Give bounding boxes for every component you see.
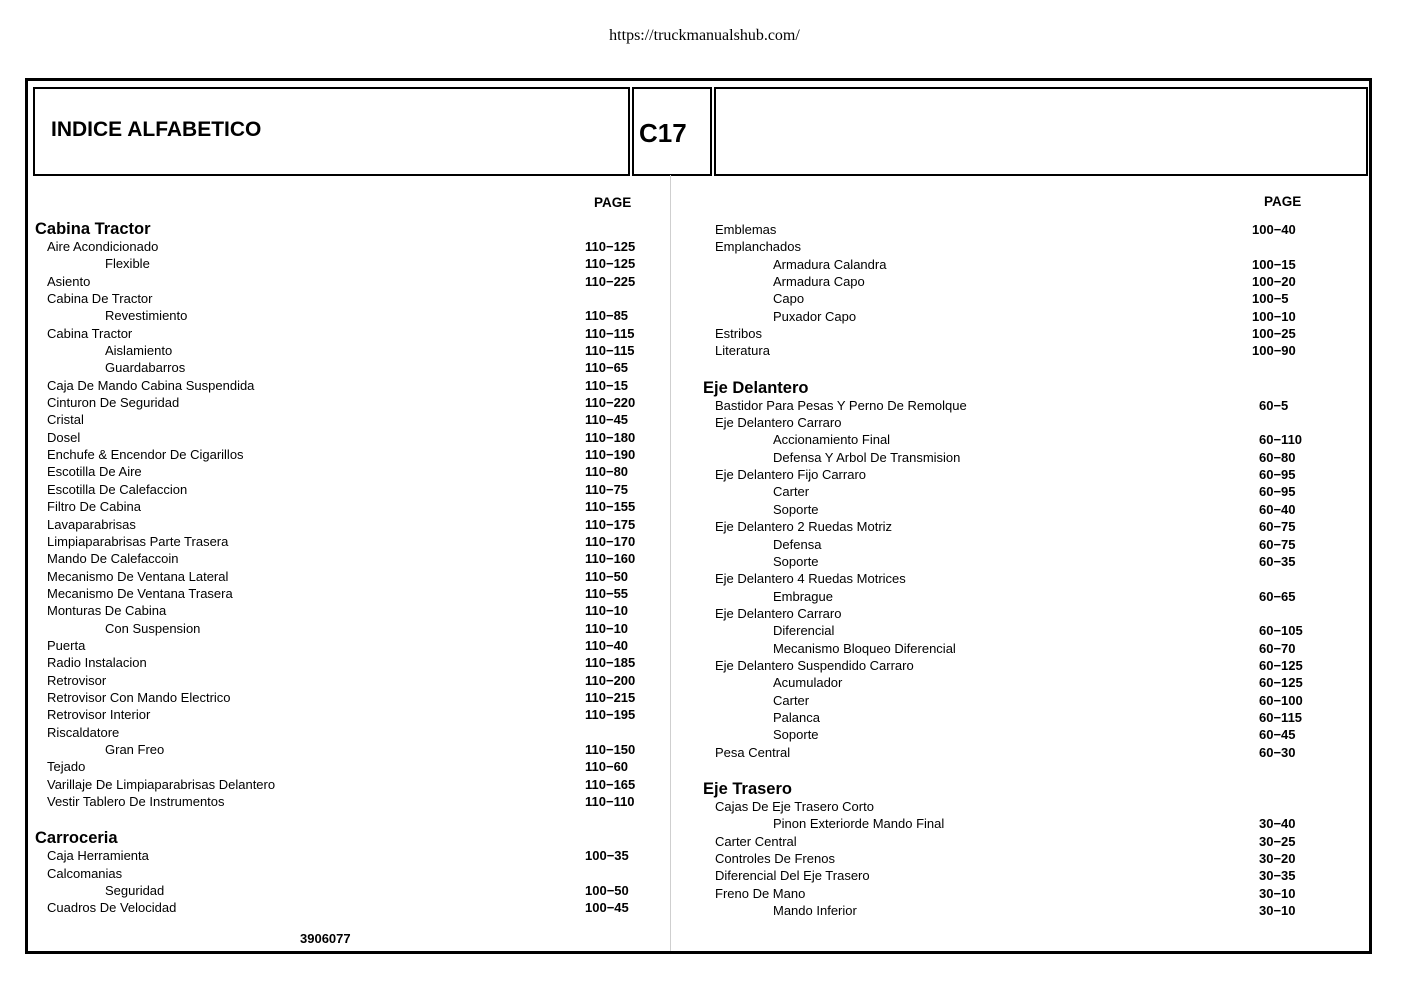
entry-label: Monturas De Cabina <box>47 603 167 619</box>
entry-page-ref: 60−125 <box>1259 657 1303 673</box>
index-entry <box>703 885 1303 902</box>
entry-page-ref: 100−40 <box>1252 222 1296 237</box>
entry-label: Eje Delantero 2 Ruedas Motriz <box>715 519 893 535</box>
index-entry <box>703 744 1303 761</box>
entry-page-ref: 30−20 <box>1259 851 1296 866</box>
index-entry <box>703 902 1303 919</box>
index-entry <box>35 882 642 899</box>
entry-page-ref: 110−180 <box>585 429 636 445</box>
entry-label: Vestir Tablero De Instrumentos <box>47 794 225 809</box>
index-section <box>703 761 1303 919</box>
index-entry <box>35 481 642 498</box>
entry-label: Cristal <box>47 412 84 428</box>
entry-label: Pinon Exteriorde Mando Final <box>773 816 945 832</box>
index-column-right <box>703 221 1303 919</box>
entry-label: Soporte <box>773 501 819 517</box>
entry-label: Defensa <box>773 536 822 552</box>
entry-page-ref: 110−45 <box>585 412 629 428</box>
entry-page-ref: 110−160 <box>585 551 636 567</box>
page-title: INDICE ALFABETICO <box>51 118 262 141</box>
index-entry <box>35 758 642 775</box>
source-url[interactable]: https://truckmanualshub.com/ <box>609 27 800 44</box>
entry-label: Eje Delantero 4 Ruedas Motrices <box>715 571 906 587</box>
entry-label: Enchufe & Encendor De Cigarillos <box>47 447 244 463</box>
entry-label: Literatura <box>715 343 770 359</box>
entry-label: Carter <box>773 692 810 708</box>
index-column-left <box>35 221 642 917</box>
entry-page-ref: 60−125 <box>1259 675 1303 691</box>
index-entry <box>35 377 642 394</box>
index-entry <box>35 550 642 567</box>
index-entry <box>35 516 642 533</box>
entry-page-ref: 60−75 <box>1259 519 1296 535</box>
entry-label: Riscaldatore <box>47 724 120 740</box>
entry-label: Diferencial <box>773 623 835 639</box>
index-entry <box>703 605 1303 622</box>
index-entry <box>703 238 1303 255</box>
entry-page-ref: 110−55 <box>585 585 629 601</box>
index-entry <box>35 568 642 585</box>
entry-label: Mecanismo De Ventana Lateral <box>47 568 229 584</box>
entry-label: Aislamiento <box>105 343 173 359</box>
entry-label: Caja De Mando Cabina Suspendida <box>47 377 255 393</box>
entry-label: Emplanchados <box>715 239 801 255</box>
index-entry <box>703 449 1303 466</box>
entry-page-ref: 100−5 <box>1252 291 1289 307</box>
entry-page-ref: 110−185 <box>585 655 636 671</box>
entry-page-ref: 60−40 <box>1259 501 1296 517</box>
entry-page-ref: 60−65 <box>1259 588 1296 604</box>
entry-label: Armadura Capo <box>773 274 865 290</box>
entry-page-ref: 110−200 <box>585 672 636 688</box>
index-entry <box>35 238 642 255</box>
index-entry <box>35 255 642 272</box>
index-entry <box>35 689 642 706</box>
index-entry <box>35 394 642 411</box>
entry-label: Eje Delantero Carraro <box>715 605 842 621</box>
entry-page-ref: 110−75 <box>585 481 629 497</box>
index-entry <box>35 637 642 654</box>
entry-page-ref: 110−150 <box>585 741 636 757</box>
entry-page-ref: 110−60 <box>585 759 629 775</box>
index-entry <box>703 273 1303 290</box>
entry-label: Limpiaparabrisas Parte Trasera <box>47 533 229 549</box>
index-entry <box>703 256 1303 273</box>
entry-label: Dosel <box>47 429 81 445</box>
entry-page-ref: 110−220 <box>585 395 636 411</box>
entry-label: Bastidor Para Pesas Y Perno De Remolque <box>715 397 967 413</box>
entry-label: Pesa Central <box>715 744 791 760</box>
entry-page-ref: 100−50 <box>585 883 629 899</box>
entry-label: Eje Delantero Suspendido Carraro <box>715 657 914 673</box>
entry-label: Cuadros De Velocidad <box>47 900 177 916</box>
entry-page-ref: 60−80 <box>1259 449 1296 465</box>
entry-label: Defensa Y Arbol De Transmision <box>773 449 961 465</box>
entry-page-ref: 110−115 <box>585 343 635 359</box>
index-entry <box>703 536 1303 553</box>
entry-page-ref: 30−40 <box>1259 816 1296 832</box>
entry-label: Varillaje De Limpiaparabrisas Delantero <box>47 776 276 792</box>
entry-page-ref: 110−85 <box>585 308 629 324</box>
entry-page-ref: 110−125 <box>585 256 636 272</box>
entry-label: Cabina Tractor <box>47 325 133 341</box>
index-entry <box>35 325 642 342</box>
section-title: Eje Trasero <box>703 779 792 798</box>
index-entry <box>703 308 1303 325</box>
entry-label: Asiento <box>47 273 91 289</box>
entry-page-ref: 110−50 <box>585 568 629 584</box>
entry-page-ref: 60−95 <box>1259 467 1296 483</box>
entry-page-ref: 110−125 <box>585 239 636 254</box>
entry-page-ref: 100−45 <box>585 900 629 916</box>
index-entry <box>703 221 1303 238</box>
entry-label: Cinturon De Seguridad <box>47 395 180 411</box>
entry-label: Eje Delantero Carraro <box>715 415 842 431</box>
blank-header-box <box>714 87 1368 176</box>
entry-label: Acumulador <box>773 675 843 691</box>
index-entry <box>35 463 642 480</box>
index-entry <box>35 899 642 916</box>
index-entry <box>35 602 642 619</box>
index-entry <box>35 865 642 882</box>
entry-page-ref: 60−110 <box>1259 432 1303 448</box>
entry-label: Embrague <box>773 588 833 604</box>
entry-label: Escotilla De Aire <box>47 464 142 480</box>
entry-page-ref: 100−20 <box>1252 274 1296 290</box>
entry-page-ref: 110−40 <box>585 637 629 653</box>
index-entry <box>35 847 642 864</box>
index-entry <box>35 793 642 810</box>
entry-label: Aire Acondicionado <box>47 239 159 254</box>
index-entry <box>703 709 1303 726</box>
entry-page-ref: 30−35 <box>1259 868 1296 884</box>
entry-page-ref: 100−10 <box>1252 308 1296 324</box>
index-entry <box>35 290 642 307</box>
index-entry <box>703 726 1303 743</box>
entry-label: Mecanismo De Ventana Trasera <box>47 585 233 601</box>
section-title: Eje Delantero <box>703 378 809 397</box>
entry-page-ref: 110−115 <box>585 325 635 341</box>
entry-label: Lavaparabrisas <box>47 516 136 532</box>
index-entry <box>703 657 1303 674</box>
section-title: Carroceria <box>35 829 118 848</box>
entry-page-ref: 30−10 <box>1259 885 1296 901</box>
index-entry <box>35 706 642 723</box>
entry-label: Palanca <box>773 709 820 725</box>
entry-label: Calcomanias <box>47 865 123 881</box>
entry-label: Capo <box>773 291 805 307</box>
entry-page-ref: 60−75 <box>1259 536 1296 552</box>
entry-label: Mando De Calefaccoin <box>47 551 179 567</box>
entry-label: Gran Freo <box>105 741 165 757</box>
entry-label: Cajas De Eje Trasero Corto <box>715 798 874 814</box>
entry-page-ref: 60−70 <box>1259 640 1296 656</box>
entry-page-ref: 60−45 <box>1259 727 1296 743</box>
index-entry <box>703 622 1303 639</box>
index-entry <box>35 620 642 637</box>
index-entry <box>35 446 642 463</box>
entry-page-ref: 60−5 <box>1259 397 1289 413</box>
entry-label: Revestimiento <box>105 308 188 324</box>
section-code-box <box>632 87 712 176</box>
entry-label: Eje Delantero Fijo Carraro <box>715 467 867 483</box>
document-number: 3906077 <box>300 931 351 946</box>
entry-label: Mecanismo Bloqueo Diferencial <box>773 640 956 656</box>
entry-label: Retrovisor Con Mando Electrico <box>47 689 231 705</box>
index-entry <box>703 342 1303 359</box>
index-entry <box>35 273 642 290</box>
section-spacer <box>703 360 1303 374</box>
index-entry <box>35 342 642 359</box>
index-entry <box>703 431 1303 448</box>
page-column-header-right: PAGE <box>1264 194 1302 209</box>
index-entry <box>703 501 1303 518</box>
index-entry <box>35 533 642 550</box>
entry-page-ref: 110−10 <box>585 620 629 636</box>
index-entry <box>703 290 1303 307</box>
index-entry <box>703 833 1303 850</box>
index-entry <box>35 359 642 376</box>
entry-page-ref: 110−65 <box>585 360 629 376</box>
entry-label: Radio Instalacion <box>47 655 147 671</box>
index-entry <box>35 411 642 428</box>
entry-page-ref: 110−110 <box>585 794 635 809</box>
index-entry <box>703 570 1303 587</box>
index-entry <box>35 654 642 671</box>
entry-page-ref: 110−165 <box>585 776 636 792</box>
entry-label: Con Suspension <box>105 620 201 636</box>
entry-label: Carter Central <box>715 833 797 849</box>
index-entry <box>703 414 1303 431</box>
entry-label: Emblemas <box>715 222 777 237</box>
entry-label: Cabina De Tractor <box>47 291 153 307</box>
entry-label: Diferencial Del Eje Trasero <box>715 868 870 884</box>
index-section <box>703 221 1303 360</box>
page-column-header-left: PAGE <box>594 195 632 210</box>
index-entry <box>35 672 642 689</box>
entry-page-ref: 60−100 <box>1259 692 1303 708</box>
entry-label: Tejado <box>47 759 86 775</box>
index-entry <box>703 640 1303 657</box>
index-entry <box>703 397 1303 414</box>
index-entry <box>703 815 1303 832</box>
entry-label: Puerta <box>47 637 86 653</box>
entry-page-ref: 110−15 <box>585 377 629 393</box>
section-spacer <box>703 761 1303 775</box>
entry-label: Retrovisor <box>47 672 107 688</box>
entry-page-ref: 100−35 <box>585 848 629 864</box>
entry-page-ref: 30−25 <box>1259 833 1296 849</box>
index-entry <box>35 741 642 758</box>
entry-label: Seguridad <box>105 883 165 899</box>
entry-label: Caja Herramienta <box>47 848 149 864</box>
section-title: Cabina Tractor <box>35 220 151 238</box>
index-section <box>35 810 642 916</box>
index-entry <box>703 674 1303 691</box>
index-section <box>35 221 642 810</box>
index-entry <box>703 798 1303 815</box>
entry-label: Carter <box>773 484 810 500</box>
entry-label: Filtro De Cabina <box>47 499 141 515</box>
index-entry <box>703 553 1303 570</box>
index-entry <box>703 325 1303 342</box>
entry-page-ref: 30−10 <box>1259 903 1296 919</box>
entry-label: Accionamiento Final <box>773 432 891 448</box>
section-code: C17 <box>639 118 687 148</box>
entry-page-ref: 60−95 <box>1259 484 1296 500</box>
entry-page-ref: 110−215 <box>585 689 636 705</box>
index-entry <box>35 429 642 446</box>
index-entry <box>703 518 1303 535</box>
index-entry <box>703 483 1303 500</box>
entry-label: Controles De Frenos <box>715 851 835 866</box>
index-entry <box>35 498 642 515</box>
entry-page-ref: 110−10 <box>585 603 629 619</box>
index-entry <box>703 692 1303 709</box>
entry-page-ref: 100−90 <box>1252 343 1296 359</box>
entry-page-ref: 110−80 <box>585 464 629 480</box>
entry-page-ref: 100−15 <box>1252 256 1296 272</box>
index-entry <box>35 724 642 741</box>
entry-label: Armadura Calandra <box>773 256 887 272</box>
entry-label: Mando Inferior <box>773 903 857 919</box>
entry-page-ref: 110−170 <box>585 533 636 549</box>
entry-label: Soporte <box>773 553 819 569</box>
entry-label: Guardabarros <box>105 360 186 376</box>
index-entry <box>703 466 1303 483</box>
entry-page-ref: 110−175 <box>585 516 636 532</box>
entry-page-ref: 60−115 <box>1259 709 1303 725</box>
index-entry <box>35 585 642 602</box>
section-spacer <box>35 810 642 824</box>
entry-label: Puxador Capo <box>773 308 857 324</box>
index-section <box>703 360 1303 761</box>
entry-page-ref: 110−190 <box>585 447 636 463</box>
entry-label: Soporte <box>773 727 819 743</box>
entry-label: Retrovisor Interior <box>47 707 151 723</box>
entry-page-ref: 110−195 <box>585 707 636 723</box>
entry-page-ref: 110−155 <box>585 499 636 515</box>
index-entry <box>703 867 1303 884</box>
index-entry <box>703 850 1303 867</box>
title-box <box>33 87 630 176</box>
entry-label: Flexible <box>105 256 150 272</box>
entry-page-ref: 60−105 <box>1259 623 1303 639</box>
column-divider <box>670 175 671 951</box>
entry-page-ref: 110−225 <box>585 273 636 289</box>
index-entry <box>35 776 642 793</box>
index-entry <box>703 588 1303 605</box>
entry-label: Estribos <box>715 326 762 342</box>
entry-page-ref: 100−25 <box>1252 326 1296 342</box>
entry-label: Escotilla De Calefaccion <box>47 481 188 497</box>
entry-page-ref: 60−35 <box>1259 553 1296 569</box>
index-page-frame <box>25 78 1372 954</box>
index-entry <box>35 307 642 324</box>
entry-page-ref: 60−30 <box>1259 744 1296 760</box>
entry-label: Freno De Mano <box>715 885 806 901</box>
